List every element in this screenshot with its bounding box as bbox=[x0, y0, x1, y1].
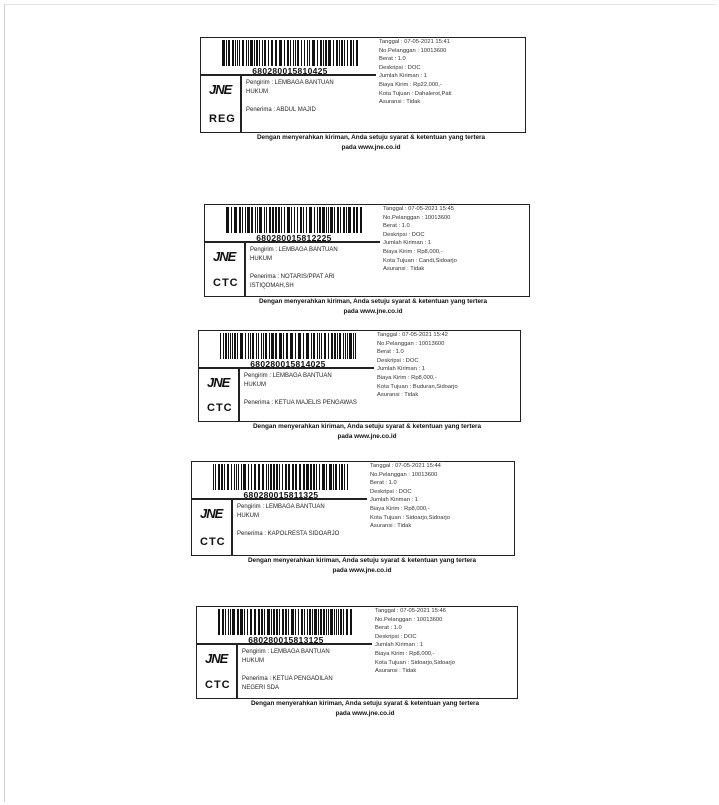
shipping-label bbox=[200, 37, 540, 157]
terms-line: Dengan menyerahkan kiriman, Anda setuju syarat & ketentuan yang tertera bbox=[256, 134, 486, 141]
shipping-label bbox=[198, 330, 538, 446]
info-asuransi: Asuransi : Tidak bbox=[370, 523, 412, 530]
info-kota: Kota Tujuan : Buduran,Sidoarjo bbox=[377, 383, 458, 390]
info-berat: Berat : 1.0 bbox=[370, 480, 397, 487]
barcode bbox=[218, 609, 353, 635]
info-pelanggan: No.Pelanggan : 10013600 bbox=[379, 47, 447, 54]
info-jumlah: Jumlah Kiriman : 1 bbox=[383, 240, 432, 247]
shipment-info bbox=[377, 331, 458, 400]
info-deskripsi: Deskripsi : DOC bbox=[377, 357, 419, 364]
jne-logo: JNE bbox=[205, 651, 228, 666]
info-deskripsi: Deskripsi : DOC bbox=[375, 633, 417, 640]
info-pelanggan: No.Pelanggan : 10013600 bbox=[383, 214, 451, 221]
shipment-info bbox=[379, 38, 452, 107]
info-asuransi: Asuransi : Tidak bbox=[383, 266, 425, 273]
barcode-number: 680280015810425 bbox=[252, 66, 328, 76]
info-deskripsi: Deskripsi : DOC bbox=[370, 488, 412, 495]
recipient-text: Penerima : NOTARIS/PPAT ARI ISTIQOMAH,SH bbox=[250, 274, 335, 289]
recipient-text: Penerima : KETUA PENGADILAN NEGERI SDA bbox=[242, 676, 333, 691]
info-tanggal: Tanggal : 07-05-2021 15:45 bbox=[383, 206, 454, 212]
info-tanggal: Tanggal : 07-05-2021 15:42 bbox=[377, 332, 448, 338]
info-jumlah: Jumlah Kiriman : 1 bbox=[379, 73, 428, 80]
info-tanggal: Tanggal : 07-05-2021 15:44 bbox=[370, 463, 441, 469]
info-biaya: Biaya Kirim : Rp8,000,- bbox=[377, 374, 437, 381]
info-pelanggan: No.Pelanggan : 10013600 bbox=[375, 616, 443, 623]
service-type: CTC bbox=[207, 402, 233, 414]
info-berat: Berat : 1.0 bbox=[383, 223, 410, 230]
shipment-info bbox=[370, 462, 450, 531]
barcode-bar bbox=[360, 207, 363, 233]
sender-text: Pengirim : LEMBAGA BANTUAN HUKUM bbox=[244, 373, 332, 388]
terms-notice bbox=[232, 422, 502, 441]
info-tanggal: Tanggal : 07-05-2021 15:41 bbox=[379, 39, 450, 45]
recipient-text: Penerima : ABDUL MAJID bbox=[246, 107, 316, 113]
barcode-number: 680280015811325 bbox=[243, 490, 319, 500]
barcode-number: 680280015814025 bbox=[250, 359, 326, 369]
divider-line bbox=[240, 74, 242, 132]
jne-logo: JNE bbox=[213, 249, 236, 264]
sender-text: Pengirim : LEMBAGA BANTUAN HUKUM bbox=[250, 247, 338, 262]
barcode bbox=[226, 207, 362, 233]
divider-line bbox=[238, 367, 240, 421]
info-pelanggan: No.Pelanggan : 10013600 bbox=[377, 340, 445, 347]
service-type: CTC bbox=[205, 679, 231, 691]
shipping-label bbox=[191, 461, 531, 580]
barcode-number: 680280015812225 bbox=[256, 233, 332, 243]
info-jumlah: Jumlah Kiriman : 1 bbox=[370, 497, 419, 504]
shipment-info bbox=[375, 607, 455, 676]
sender-text: Pengirim : LEMBAGA BANTUAN HUKUM bbox=[246, 80, 334, 95]
service-type: REG bbox=[209, 113, 236, 125]
recipient-text: Penerima : KAPOLRESTA SIDOARJO bbox=[237, 531, 340, 537]
sender-text: Pengirim : LEMBAGA BANTUAN HUKUM bbox=[237, 504, 325, 519]
info-asuransi: Asuransi : Tidak bbox=[379, 99, 421, 106]
sender-text: Pengirim : LEMBAGA BANTUAN HUKUM bbox=[242, 649, 330, 664]
info-jumlah: Jumlah Kiriman : 1 bbox=[375, 642, 424, 649]
info-biaya: Biaya Kirim : Rp8,000,- bbox=[383, 248, 443, 255]
info-biaya: Biaya Kirim : Rp8,000,- bbox=[370, 505, 430, 512]
info-asuransi: Asuransi : Tidak bbox=[375, 668, 417, 675]
info-tanggal: Tanggal : 07-05-2021 15:46 bbox=[375, 608, 446, 614]
info-jumlah: Jumlah Kiriman : 1 bbox=[377, 366, 426, 373]
divider-line bbox=[231, 498, 233, 555]
shipment-info bbox=[383, 205, 457, 274]
service-type: CTC bbox=[200, 536, 226, 548]
terms-url: pada www.jne.co.id bbox=[335, 709, 395, 717]
recipient-text: Penerima : KETUA MAJELIS PENGAWAS bbox=[244, 400, 357, 406]
terms-url: pada www.jne.co.id bbox=[332, 566, 392, 574]
info-deskripsi: Deskripsi : DOC bbox=[379, 64, 421, 71]
barcode bbox=[222, 40, 358, 66]
info-berat: Berat : 1.0 bbox=[379, 56, 406, 63]
terms-line: Dengan menyerahkan kiriman, Anda setuju syarat & ketentuan yang tertera bbox=[247, 557, 477, 564]
terms-line: Dengan menyerahkan kiriman, Anda setuju syarat & ketentuan yang tertera bbox=[252, 423, 482, 430]
barcode-bar bbox=[355, 333, 356, 359]
barcode bbox=[220, 333, 356, 359]
jne-logo: JNE bbox=[207, 375, 230, 390]
info-pelanggan: No.Pelanggan : 10013600 bbox=[370, 471, 438, 478]
terms-url: pada www.jne.co.id bbox=[337, 432, 397, 440]
terms-notice bbox=[238, 297, 508, 316]
info-kota: Kota Tujuan : Sidoarjo,Sidoarjo bbox=[375, 659, 455, 666]
terms-notice bbox=[230, 699, 500, 718]
info-berat: Berat : 1.0 bbox=[375, 625, 402, 632]
barcode-bar bbox=[352, 609, 353, 635]
barcode-bar bbox=[347, 464, 349, 490]
barcode-number: 680280015813125 bbox=[248, 635, 324, 645]
info-deskripsi: Deskripsi : DOC bbox=[383, 231, 425, 238]
info-biaya: Biaya Kirim : Rp22,000,- bbox=[379, 81, 442, 88]
shipping-label bbox=[196, 606, 536, 723]
terms-notice bbox=[236, 133, 506, 152]
shipping-label bbox=[204, 204, 544, 321]
terms-url: pada www.jne.co.id bbox=[343, 307, 403, 315]
terms-notice bbox=[227, 556, 497, 575]
divider-line bbox=[244, 241, 246, 296]
info-kota: Kota Tujuan : Dahalerot,Pati bbox=[379, 90, 452, 97]
divider-line bbox=[236, 643, 238, 698]
jne-logo: JNE bbox=[209, 82, 232, 97]
barcode bbox=[213, 464, 348, 490]
barcode-bar bbox=[356, 40, 359, 66]
terms-url: pada www.jne.co.id bbox=[341, 143, 401, 151]
info-asuransi: Asuransi : Tidak bbox=[377, 392, 419, 399]
terms-line: Dengan menyerahkan kiriman, Anda setuju syarat & ketentuan yang tertera bbox=[258, 298, 488, 305]
terms-line: Dengan menyerahkan kiriman, Anda setuju syarat & ketentuan yang tertera bbox=[250, 700, 480, 707]
jne-logo: JNE bbox=[200, 506, 223, 521]
info-berat: Berat : 1.0 bbox=[377, 349, 404, 356]
info-kota: Kota Tujuan : Sidoarjo,Sidoarjo bbox=[370, 514, 450, 521]
service-type: CTC bbox=[213, 277, 239, 289]
info-biaya: Biaya Kirim : Rp8,000,- bbox=[375, 650, 435, 657]
info-kota: Kota Tujuan : Candi,Sidoarjo bbox=[383, 257, 457, 264]
